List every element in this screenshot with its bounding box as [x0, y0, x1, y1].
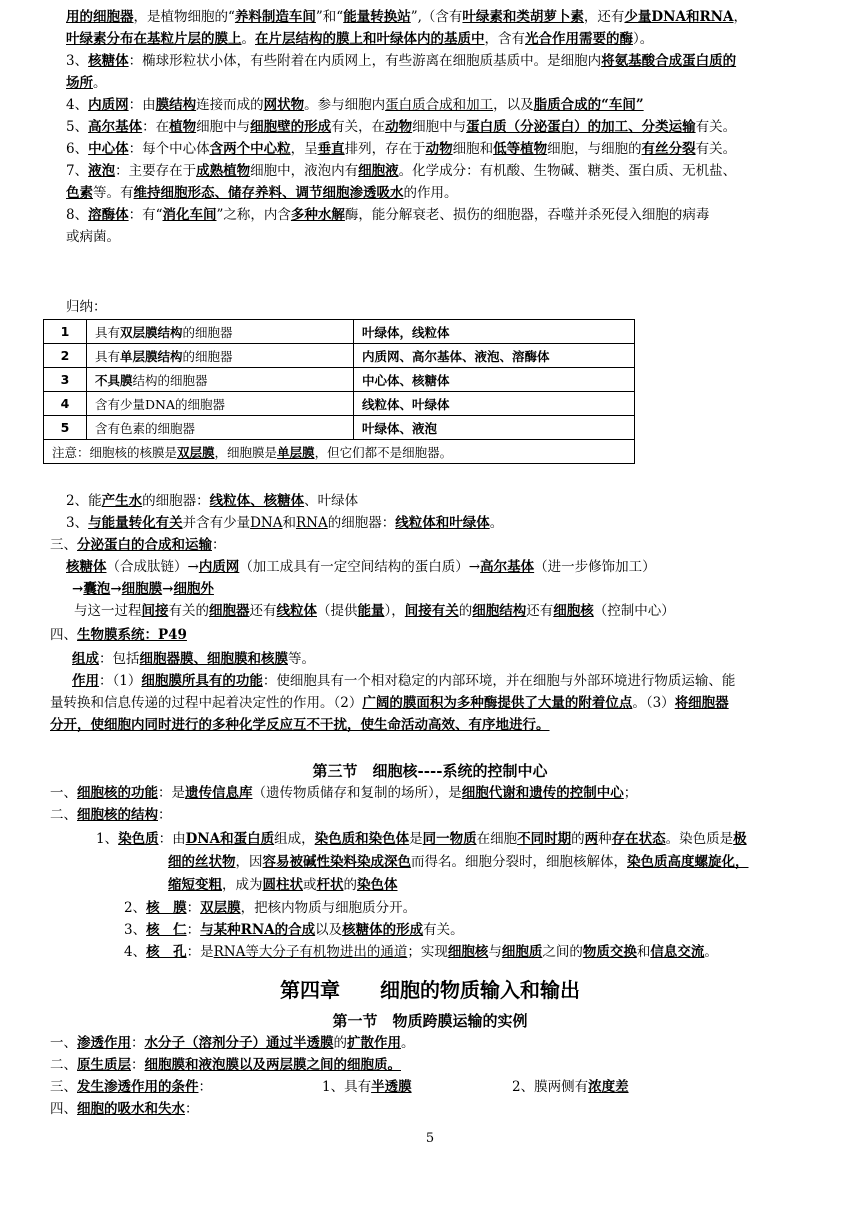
text-line: 叶绿素分布在基粒片层的膜上。在片层结构的膜上和叶绿体内的基质中，含有光合作用需要的酶）。 — [66, 31, 654, 47]
table-row: 4 含有少量DNA的细胞器 线粒体、叶绿体 — [44, 392, 635, 416]
section-heading: 第三节 细胞核----系统的控制中心 — [312, 762, 548, 780]
text-line: 3、核 仁：与某种RNA的合成以及核糖体的形成有关。 — [124, 922, 464, 938]
page-number: 5 — [425, 1131, 435, 1146]
text-line: 5、高尔基体：在植物细胞中与细胞壁的形成有关，在动物细胞中与蛋白质（分泌蛋白）的加工、分类运输有关。 — [66, 119, 737, 135]
text-line: 2、能产生水的细胞器：线粒体、核糖体、叶绿体 — [66, 493, 359, 509]
text-line: 核糖体（合成肽链）→内质网（加工成具有一定空间结构的蛋白质）→高尔基体（进一步修饰加工） — [66, 559, 656, 575]
table-note-row: 注意：细胞核的核膜是双层膜，细胞膜是单层膜，但它们都不是细胞器。 — [44, 440, 635, 464]
text-line: 2、核 膜：双层膜，把核内物质与细胞质分开。 — [124, 900, 417, 916]
text-line: 分开，使细胞内同时进行的多种化学反应互不干扰，使生命活动高效、有序地进行。 — [50, 717, 550, 733]
text-line: 场所。 — [66, 75, 107, 91]
text-line: 三、分泌蛋白的合成和运输： — [50, 537, 226, 553]
text-line: 组成：包括细胞器膜、细胞膜和核膜等。 — [72, 651, 315, 667]
text-line: 色素等。有维持细胞形态、储存养料、调节细胞渗透吸水的作用。 — [66, 185, 458, 201]
text-line: 细的丝状物，因容易被碱性染料染成深色而得名。细胞分裂时，细胞核解体，染色质高度螺旋化， — [168, 854, 749, 870]
section-heading: 第一节 物质跨膜运输的实例 — [332, 1012, 528, 1030]
text-line: 7、液泡：主要存在于成熟植物细胞中，液泡内有细胞液。化学成分：有机酸、生物碱、糖类、蛋白质、无机盐、 — [66, 163, 737, 179]
term: 用的细胞器 — [66, 9, 134, 25]
text-line: 与这一过程间接有关的细胞器还有线粒体（提供能量），间接有关的细胞结构还有细胞核（控制中心） — [74, 603, 675, 619]
text-line: 归纳： — [66, 299, 107, 315]
text-line: 1、染色质：由DNA和蛋白质组成，染色质和染色体是同一物质在细胞不同时期的两种存在状态。染色质是极 — [96, 831, 747, 847]
text-line: 1、具有半透膜 — [322, 1079, 412, 1095]
text-line: 2、膜两侧有浓度差 — [512, 1079, 629, 1095]
text-line: 缩短变粗，成为圆柱状或杆状的染色体 — [168, 877, 398, 893]
text-line: 二、细胞核的结构： — [50, 807, 172, 823]
text-line: 3、核糖体：椭球形粒状小体，有些附着在内质网上，有些游离在细胞质基质中。是细胞内将氨基酸合成蛋白质的 — [66, 53, 737, 69]
text-line: 作用：（1）细胞膜所具有的功能：使细胞具有一个相对稳定的内部环境，并在细胞与外部环境进行物质运输、能 — [72, 673, 736, 689]
text-line: 用的细胞器，是植物细胞的“养料制造车间”和“能量转换站”,（含有叶绿素和类胡萝卜素，还有少量DNA和RNA， — [66, 9, 747, 25]
table-row: 2 具有单层膜结构的细胞器 内质网、高尔基体、液泡、溶酶体 — [44, 344, 635, 368]
summary-table — [43, 319, 635, 464]
text-line: 8、溶酶体：有“消化车间”之称，内含多种水解酶，能分解衰老、损伤的细胞器，吞噬并杀死侵入细胞的病毒 — [66, 207, 710, 223]
table-row: 1 具有双层膜结构的细胞器 叶绿体，线粒体 — [44, 320, 635, 344]
text-line: 量转换和信息传递的过程中起着决定性的作用。（2）广阔的膜面积为多种酶提供了大量的附着位点。（3）将细胞器 — [50, 695, 729, 711]
text-line: 四、生物膜系统：P49 — [50, 627, 187, 643]
text-line: 三、发生渗透作用的条件： — [50, 1079, 212, 1095]
chapter-heading: 第四章 细胞的物质输入和输出 — [280, 978, 580, 1002]
text-line: 四、细胞的吸水和失水： — [50, 1101, 199, 1117]
text-line: 6、中心体：每个中心体含两个中心粒，呈垂直排列，存在于动物细胞和低等植物细胞，与细胞的有丝分裂有关。 — [66, 141, 737, 157]
table-row: 5 含有色素的细胞器 叶绿体、液泡 — [44, 416, 635, 440]
text-line: 二、原生质层：细胞膜和液泡膜以及两层膜之间的细胞质。 — [50, 1057, 401, 1073]
text-line: 一、渗透作用：水分子（溶剂分子）通过半透膜的扩散作用。 — [50, 1035, 415, 1051]
text-line: 或病菌。 — [66, 229, 120, 245]
text-line: 4、内质网：由膜结构连接而成的网状物。参与细胞内蛋白质合成和加工，以及脂质合成的“车间” — [66, 97, 644, 113]
text-line: 4、核 孔：是RNA等大分子有机物进出的通道；实现细胞核与细胞质之间的物质交换和信息交流。 — [124, 944, 718, 960]
text-line: 一、细胞核的功能：是遗传信息库（遗传物质储存和复制的场所），是细胞代谢和遗传的控制中心； — [50, 785, 638, 801]
text-line: →囊泡→细胞膜→细胞外 — [72, 581, 214, 597]
text-line: 3、与能量转化有关并含有少量DNA和RNA的细胞器：线粒体和叶绿体。 — [66, 515, 504, 531]
table-row: 3 不具膜结构的细胞器 中心体、核糖体 — [44, 368, 635, 392]
